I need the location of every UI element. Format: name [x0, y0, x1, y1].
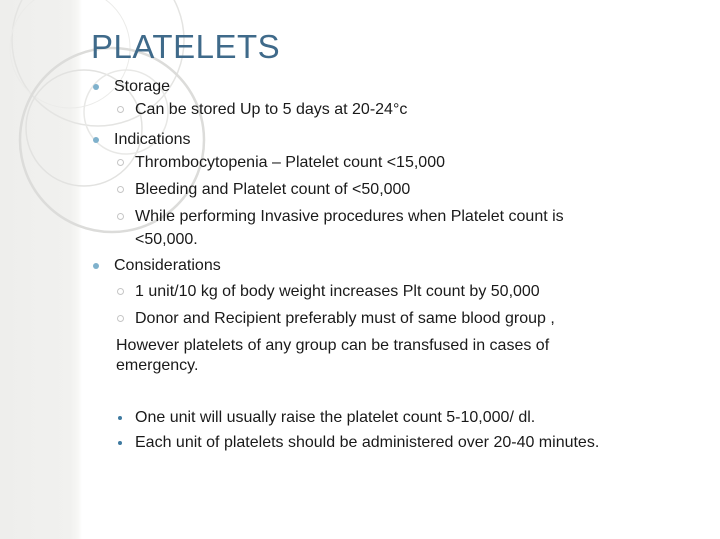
consideration-item-2: Donor and Recipient preferably must of same blood group ,: [135, 310, 555, 327]
indication-item-1: Thrombocytopenia – Platelet count <15,000: [135, 154, 445, 171]
bullet-storage: [93, 84, 99, 90]
storage-item-1: Can be stored Up to 5 days at 20-24°c: [135, 101, 408, 118]
indication-item-3-continued: <50,000.: [135, 231, 198, 248]
bullet-consideration-2: [117, 315, 124, 322]
bullet-indication-1: [117, 159, 124, 166]
bullet-note-1: [118, 416, 122, 420]
indication-item-3: While performing Invasive procedures when Platelet count is: [135, 208, 564, 225]
note-item-1: One unit will usually raise the platelet count 5-10,000/ dl.: [135, 409, 536, 426]
heading-indications: Indications: [114, 131, 191, 148]
bullet-consideration-1: [117, 288, 124, 295]
consideration-paragraph-line-1: However platelets of any group can be transfused in cases of: [116, 337, 550, 354]
consideration-paragraph-line-2: emergency.: [116, 357, 199, 374]
bullet-indication-3: [117, 213, 124, 220]
consideration-item-1: 1 unit/10 kg of body weight increases Plt count by 50,000: [135, 283, 540, 300]
bullet-note-2: [118, 441, 122, 445]
heading-considerations: Considerations: [114, 257, 221, 274]
bullet-storage-1: [117, 106, 124, 113]
bullet-considerations: [93, 263, 99, 269]
heading-storage: Storage: [114, 78, 171, 95]
bullet-indication-2: [117, 186, 124, 193]
slide-title: PLATELETS: [91, 28, 281, 65]
indication-item-2: Bleeding and Platelet count of <50,000: [135, 181, 411, 198]
note-item-2: Each unit of platelets should be administered over 20-40 minutes.: [135, 434, 600, 451]
bullet-indications: [93, 137, 99, 143]
